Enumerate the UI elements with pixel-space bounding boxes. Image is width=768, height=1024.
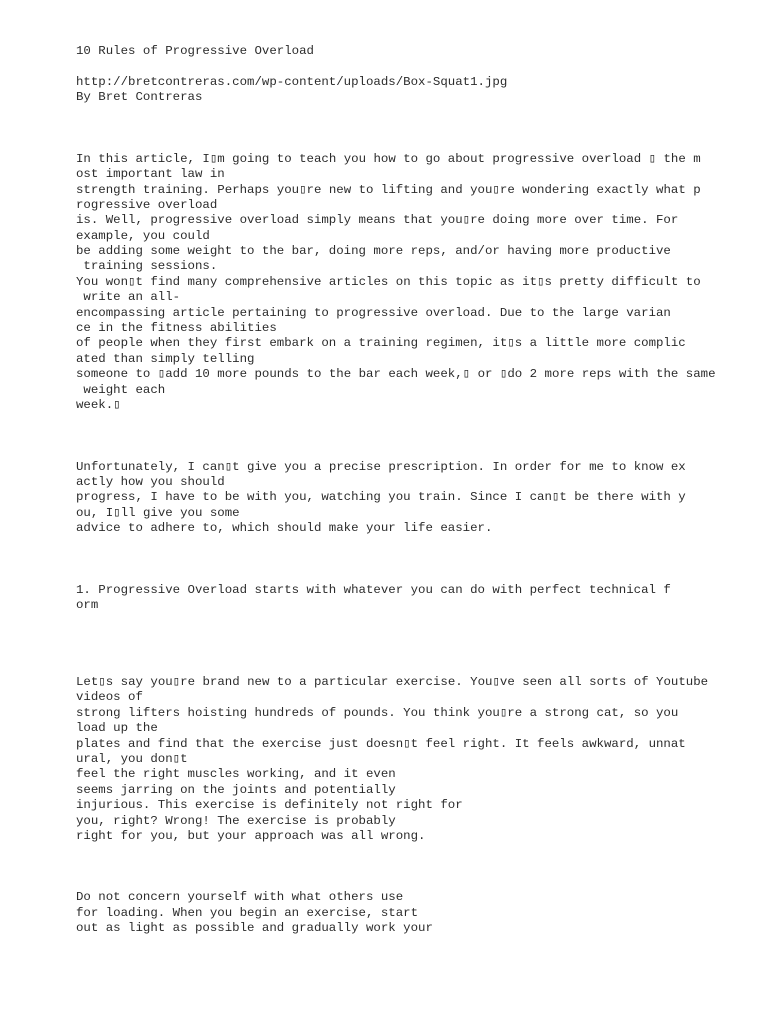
body-line: out as light as possible and gradually work your: [76, 921, 433, 936]
blank-line: [76, 567, 756, 582]
blank-line: [76, 613, 756, 628]
body-line: ated than simply telling: [76, 351, 255, 366]
blank-line: [76, 844, 756, 859]
body-line: progress, I have to be with you, watching you train. Since I can▯t be there with y: [76, 490, 686, 505]
blank-line: [76, 875, 756, 890]
document-title: 10 Rules of Progressive Overload: [76, 44, 314, 58]
blank-line: [76, 660, 756, 675]
blank-line: [76, 413, 756, 428]
body-line: strong lifters hoisting hundreds of pounds. You think you▯re a strong cat, so you: [76, 705, 679, 720]
body-line: ou, I▯ll give you some: [76, 505, 240, 520]
blank-line: [76, 644, 756, 659]
body-line: you, right? Wrong! The exercise is probably: [76, 813, 396, 828]
body-line: Unfortunately, I can▯t give you a precise prescription. In order for me to know ex: [76, 459, 686, 474]
body-line: videos of: [76, 690, 143, 705]
blank-line: [76, 537, 756, 552]
blank-line: [76, 136, 756, 151]
body-line: seems jarring on the joints and potentially: [76, 782, 396, 797]
blank-line: [76, 860, 756, 875]
body-line: for loading. When you begin an exercise, start: [76, 905, 419, 920]
image-url-line: http://bretcontreras.com/wp-content/uploads/Box-Squat1.jpg: [76, 74, 508, 89]
section-heading-line: orm: [76, 598, 99, 613]
body-line: encompassing article pertaining to progressive overload. Due to the large varian: [76, 305, 671, 320]
author-line: By Bret Contreras: [76, 90, 203, 105]
blank-line: [76, 444, 756, 459]
body-line: feel the right muscles working, and it even: [76, 767, 396, 782]
body-line: example, you could: [76, 228, 210, 243]
body-line: someone to ▯add 10 more pounds to the bar each week,▯ or ▯do 2 more reps with the same: [76, 367, 716, 382]
body-line: Do not concern yourself with what others use: [76, 890, 404, 905]
section-heading-line: 1. Progressive Overload starts with whatever you can do with perfect technical f: [76, 582, 671, 597]
blank-line: [76, 106, 756, 121]
blank-line: [76, 59, 756, 74]
body-line: ost important law in: [76, 167, 225, 182]
body-line: rogressive overload: [76, 197, 218, 212]
blank-line: [76, 429, 756, 444]
body-line: be adding some weight to the bar, doing more reps, and/or having more productive: [76, 244, 671, 259]
body-line: training sessions.: [76, 259, 218, 274]
body-line: load up the: [76, 721, 158, 736]
body-line: week.▯: [76, 397, 121, 412]
body-line: weight each: [76, 382, 166, 397]
body-line: advice to adhere to, which should make your life easier.: [76, 521, 493, 536]
document-page: [76, 44, 756, 937]
body-line: In this article, I▯m going to teach you how to go about progressive overload ▯ the m: [76, 151, 701, 166]
body-line: is. Well, progressive overload simply means that you▯re doing more over time. For: [76, 213, 679, 228]
blank-line: [76, 121, 756, 136]
body-line: You won▯t find many comprehensive articles on this topic as it▯s pretty difficult to: [76, 274, 701, 289]
body-line: strength training. Perhaps you▯re new to lifting and you▯re wondering exactly what p: [76, 182, 701, 197]
body-line: Let▯s say you▯re brand new to a particular exercise. You▯ve seen all sorts of Youtube: [76, 675, 709, 690]
body-line: ural, you don▯t: [76, 751, 188, 766]
body-line: plates and find that the exercise just doesn▯t feel right. It feels awkward, unnat: [76, 736, 686, 751]
blank-line: [76, 629, 756, 644]
body-line: of people when they first embark on a training regimen, it▯s a little more complic: [76, 336, 686, 351]
body-line: injurious. This exercise is definitely not right for: [76, 798, 463, 813]
body-line: ce in the fitness abilities: [76, 321, 277, 336]
body-line: write an all-: [76, 290, 181, 305]
body-line: right for you, but your approach was all wrong.: [76, 828, 426, 843]
blank-line: [76, 552, 756, 567]
body-line: actly how you should: [76, 474, 225, 489]
